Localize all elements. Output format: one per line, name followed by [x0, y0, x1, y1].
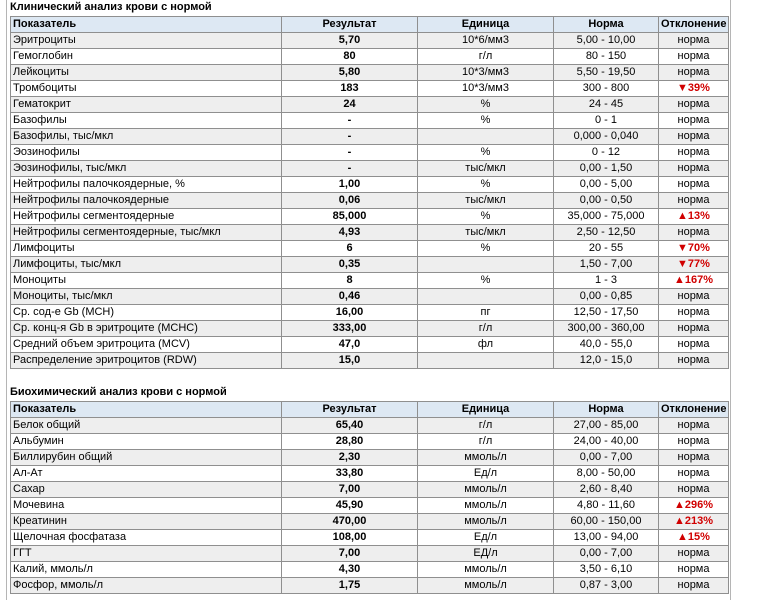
result-cell: 16,00	[282, 305, 418, 321]
table-row	[11, 450, 729, 466]
deviation-cell: норма	[659, 450, 729, 466]
norm-cell: 0,00 - 0,85	[554, 289, 659, 305]
result-cell: 33,80	[282, 466, 418, 482]
indicator-cell: Креатинин	[11, 514, 282, 530]
deviation-cell: ▼70%	[659, 241, 729, 257]
result-cell: 0,35	[282, 257, 418, 273]
table-row	[11, 65, 729, 81]
norm-cell: 4,80 - 11,60	[554, 498, 659, 514]
norm-cell: 0,00 - 7,00	[554, 450, 659, 466]
unit-cell: Ед/л	[418, 466, 554, 482]
deviation-cell: норма	[659, 353, 729, 369]
result-cell: 0,06	[282, 193, 418, 209]
indicator-cell: Нейтрофилы сегментоядерные, тыс/мкл	[11, 225, 282, 241]
table-row	[11, 257, 729, 273]
table-row	[11, 145, 729, 161]
indicator-cell: Калий, ммоль/л	[11, 562, 282, 578]
indicator-cell: Нейтрофилы палочкоядерные, %	[11, 177, 282, 193]
clinical-table-body	[11, 33, 729, 369]
result-cell: 470,00	[282, 514, 418, 530]
deviation-cell: норма	[659, 65, 729, 81]
table-row	[11, 97, 729, 113]
norm-cell: 35,000 - 75,000	[554, 209, 659, 225]
unit-cell: ммоль/л	[418, 514, 554, 530]
unit-cell: 10*6/мм3	[418, 33, 554, 49]
result-cell: 4,93	[282, 225, 418, 241]
indicator-cell: Средний объем эритроцита (MCV)	[11, 337, 282, 353]
unit-cell: тыс/мкл	[418, 225, 554, 241]
norm-cell: 2,50 - 12,50	[554, 225, 659, 241]
indicator-cell: Нейтрофилы палочкоядерные	[11, 193, 282, 209]
table-row	[11, 514, 729, 530]
indicator-cell: Ср. сод-е Gb (MCH)	[11, 305, 282, 321]
indicator-cell: Ал-Ат	[11, 466, 282, 482]
table-row	[11, 81, 729, 97]
indicator-cell: ГГТ	[11, 546, 282, 562]
result-cell: 108,00	[282, 530, 418, 546]
deviation-cell: норма	[659, 562, 729, 578]
result-cell: 7,00	[282, 546, 418, 562]
unit-cell: ЕД/л	[418, 546, 554, 562]
unit-cell: %	[418, 97, 554, 113]
unit-cell	[418, 289, 554, 305]
unit-cell: г/л	[418, 434, 554, 450]
unit-cell: г/л	[418, 49, 554, 65]
norm-cell: 13,00 - 94,00	[554, 530, 659, 546]
deviation-cell: норма	[659, 225, 729, 241]
page-margin	[731, 0, 762, 600]
unit-cell: %	[418, 241, 554, 257]
result-cell: 8	[282, 273, 418, 289]
result-cell: 5,70	[282, 33, 418, 49]
result-cell: 80	[282, 49, 418, 65]
unit-cell	[418, 129, 554, 145]
deviation-cell: норма	[659, 49, 729, 65]
result-cell: 333,00	[282, 321, 418, 337]
indicator-cell: Мочевина	[11, 498, 282, 514]
header-norm: Норма	[554, 17, 659, 33]
deviation-cell: норма	[659, 466, 729, 482]
norm-cell: 24,00 - 40,00	[554, 434, 659, 450]
result-cell: 65,40	[282, 418, 418, 434]
deviation-cell: ▼39%	[659, 81, 729, 97]
indicator-cell: Сахар	[11, 482, 282, 498]
deviation-cell: ▼77%	[659, 257, 729, 273]
result-cell: 28,80	[282, 434, 418, 450]
norm-cell: 0,00 - 0,50	[554, 193, 659, 209]
table-row	[11, 482, 729, 498]
unit-cell: Ед/л	[418, 530, 554, 546]
indicator-cell: Щелочная фосфатаза	[11, 530, 282, 546]
header-result: Результат	[282, 402, 418, 418]
indicator-cell: Фосфор, ммоль/л	[11, 578, 282, 594]
unit-cell: 10*3/мм3	[418, 81, 554, 97]
deviation-cell: норма	[659, 113, 729, 129]
norm-cell: 1 - 3	[554, 273, 659, 289]
indicator-cell: Распределение эритроцитов (RDW)	[11, 353, 282, 369]
table-header-row	[11, 17, 729, 33]
norm-cell: 80 - 150	[554, 49, 659, 65]
clinical-table	[10, 16, 729, 369]
result-cell: 15,0	[282, 353, 418, 369]
indicator-cell: Альбумин	[11, 434, 282, 450]
result-cell: -	[282, 113, 418, 129]
table-row	[11, 337, 729, 353]
norm-cell: 40,0 - 55,0	[554, 337, 659, 353]
norm-cell: 12,50 - 17,50	[554, 305, 659, 321]
table-row	[11, 434, 729, 450]
norm-cell: 1,50 - 7,00	[554, 257, 659, 273]
norm-cell: 0,87 - 3,00	[554, 578, 659, 594]
biochem-title: Биохимический анализ крови с нормой	[10, 386, 227, 398]
unit-cell: ммоль/л	[418, 482, 554, 498]
deviation-cell: ▲213%	[659, 514, 729, 530]
table-row	[11, 209, 729, 225]
deviation-cell: норма	[659, 434, 729, 450]
deviation-cell: норма	[659, 161, 729, 177]
result-cell: 2,30	[282, 450, 418, 466]
result-cell: -	[282, 129, 418, 145]
header-unit: Единица	[418, 402, 554, 418]
deviation-cell: ▲167%	[659, 273, 729, 289]
biochem-section	[10, 385, 728, 594]
table-row	[11, 546, 729, 562]
norm-cell: 24 - 45	[554, 97, 659, 113]
norm-cell: 0,000 - 0,040	[554, 129, 659, 145]
deviation-cell: ▲13%	[659, 209, 729, 225]
table-row	[11, 530, 729, 546]
indicator-cell: Моноциты, тыс/мкл	[11, 289, 282, 305]
deviation-cell: норма	[659, 321, 729, 337]
norm-cell: 5,00 - 10,00	[554, 33, 659, 49]
table-row	[11, 273, 729, 289]
result-cell: 6	[282, 241, 418, 257]
deviation-cell: норма	[659, 546, 729, 562]
unit-cell: тыс/мкл	[418, 193, 554, 209]
table-row	[11, 289, 729, 305]
indicator-cell: Гематокрит	[11, 97, 282, 113]
table-row	[11, 177, 729, 193]
deviation-cell: норма	[659, 289, 729, 305]
deviation-cell: норма	[659, 482, 729, 498]
result-cell: 5,80	[282, 65, 418, 81]
result-cell: 24	[282, 97, 418, 113]
result-cell: 1,75	[282, 578, 418, 594]
table-row	[11, 578, 729, 594]
unit-cell: фл	[418, 337, 554, 353]
norm-cell: 8,00 - 50,00	[554, 466, 659, 482]
result-cell: 1,00	[282, 177, 418, 193]
table-row	[11, 562, 729, 578]
result-cell: -	[282, 161, 418, 177]
unit-cell: 10*3/мм3	[418, 65, 554, 81]
unit-cell: тыс/мкл	[418, 161, 554, 177]
header-norm: Норма	[554, 402, 659, 418]
table-row	[11, 33, 729, 49]
norm-cell: 300,00 - 360,00	[554, 321, 659, 337]
norm-cell: 27,00 - 85,00	[554, 418, 659, 434]
header-indicator: Показатель	[11, 17, 282, 33]
result-cell: 4,30	[282, 562, 418, 578]
indicator-cell: Эозинофилы, тыс/мкл	[11, 161, 282, 177]
table-row	[11, 113, 729, 129]
header-unit: Единица	[418, 17, 554, 33]
result-cell: 85,000	[282, 209, 418, 225]
deviation-cell: норма	[659, 129, 729, 145]
result-cell: 45,90	[282, 498, 418, 514]
deviation-cell: норма	[659, 578, 729, 594]
norm-cell: 2,60 - 8,40	[554, 482, 659, 498]
result-cell: 7,00	[282, 482, 418, 498]
table-row	[11, 49, 729, 65]
unit-cell: ммоль/л	[418, 498, 554, 514]
table-row	[11, 193, 729, 209]
norm-cell: 0 - 1	[554, 113, 659, 129]
table-row	[11, 353, 729, 369]
deviation-cell: ▲15%	[659, 530, 729, 546]
deviation-cell: норма	[659, 97, 729, 113]
indicator-cell: Базофилы	[11, 113, 282, 129]
indicator-cell: Лейкоциты	[11, 65, 282, 81]
table-row	[11, 241, 729, 257]
indicator-cell: Эритроциты	[11, 33, 282, 49]
norm-cell: 5,50 - 19,50	[554, 65, 659, 81]
indicator-cell: Гемоглобин	[11, 49, 282, 65]
deviation-cell: норма	[659, 145, 729, 161]
table-header-row	[11, 402, 729, 418]
header-indicator: Показатель	[11, 402, 282, 418]
deviation-cell: норма	[659, 337, 729, 353]
unit-cell	[418, 353, 554, 369]
indicator-cell: Лимфоциты, тыс/мкл	[11, 257, 282, 273]
unit-cell: ммоль/л	[418, 578, 554, 594]
unit-cell: %	[418, 113, 554, 129]
indicator-cell: Биллирубин общий	[11, 450, 282, 466]
deviation-cell: норма	[659, 33, 729, 49]
indicator-cell: Лимфоциты	[11, 241, 282, 257]
norm-cell: 0 - 12	[554, 145, 659, 161]
unit-cell: %	[418, 145, 554, 161]
deviation-cell: норма	[659, 305, 729, 321]
header-deviation: Отклонение	[659, 17, 729, 33]
norm-cell: 12,0 - 15,0	[554, 353, 659, 369]
norm-cell: 3,50 - 6,10	[554, 562, 659, 578]
deviation-cell: ▲296%	[659, 498, 729, 514]
deviation-cell: норма	[659, 177, 729, 193]
norm-cell: 0,00 - 5,00	[554, 177, 659, 193]
norm-cell: 300 - 800	[554, 81, 659, 97]
table-row	[11, 305, 729, 321]
unit-cell: ммоль/л	[418, 450, 554, 466]
indicator-cell: Базофилы, тыс/мкл	[11, 129, 282, 145]
unit-cell: %	[418, 273, 554, 289]
unit-cell: пг	[418, 305, 554, 321]
table-row	[11, 418, 729, 434]
norm-cell: 0,00 - 7,00	[554, 546, 659, 562]
indicator-cell: Белок общий	[11, 418, 282, 434]
norm-cell: 0,00 - 1,50	[554, 161, 659, 177]
clinical-title: Клинический анализ крови с нормой	[10, 1, 212, 13]
unit-cell	[418, 257, 554, 273]
norm-cell: 20 - 55	[554, 241, 659, 257]
norm-cell: 60,00 - 150,00	[554, 514, 659, 530]
unit-cell: г/л	[418, 321, 554, 337]
deviation-cell: норма	[659, 193, 729, 209]
header-result: Результат	[282, 17, 418, 33]
table-row	[11, 466, 729, 482]
unit-cell: %	[418, 209, 554, 225]
clinical-section	[10, 0, 728, 369]
table-row	[11, 161, 729, 177]
table-row	[11, 129, 729, 145]
indicator-cell: Нейтрофилы сегментоядерные	[11, 209, 282, 225]
result-cell: 183	[282, 81, 418, 97]
table-row	[11, 225, 729, 241]
header-deviation: Отклонение	[659, 402, 729, 418]
unit-cell: %	[418, 177, 554, 193]
deviation-cell: норма	[659, 418, 729, 434]
biochem-table	[10, 401, 729, 594]
indicator-cell: Эозинофилы	[11, 145, 282, 161]
unit-cell: г/л	[418, 418, 554, 434]
indicator-cell: Ср. конц-я Gb в эритроците (MCHC)	[11, 321, 282, 337]
table-row	[11, 498, 729, 514]
table-row	[11, 321, 729, 337]
biochem-table-body	[11, 418, 729, 594]
result-cell: -	[282, 145, 418, 161]
indicator-cell: Тромбоциты	[11, 81, 282, 97]
indicator-cell: Моноциты	[11, 273, 282, 289]
unit-cell: ммоль/л	[418, 562, 554, 578]
result-cell: 0,46	[282, 289, 418, 305]
result-cell: 47,0	[282, 337, 418, 353]
